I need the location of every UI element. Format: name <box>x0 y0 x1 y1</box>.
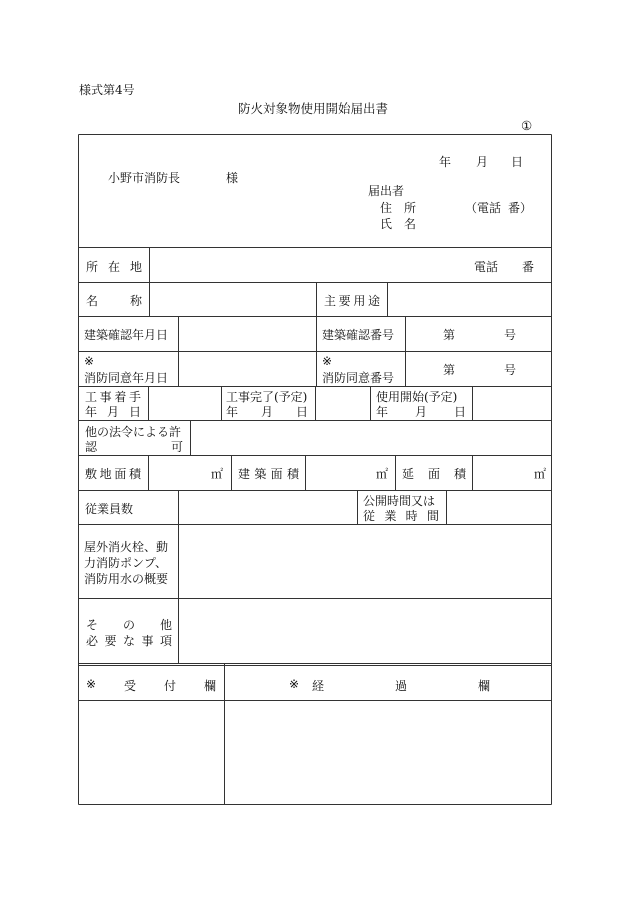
other-law-label-2: 認 可 <box>85 440 183 454</box>
location-phone: 電話 番 <box>474 260 534 274</box>
progress-char-2: 過 <box>395 679 408 693</box>
circle-mark: ① <box>521 118 533 133</box>
hours-label: 公開時間又は <box>363 494 436 508</box>
site-area-label: 敷 地 面 積 <box>85 467 141 481</box>
floor-area-unit: ㎡ <box>534 467 547 481</box>
other-matters-label-2: 必 要 な 事 項 <box>86 634 172 648</box>
addressee-honorific: 様 <box>226 171 239 185</box>
building-confirm-date-label: 建築確認年月日 <box>84 328 169 342</box>
date-month: 月 <box>476 155 489 169</box>
notifier-phone: （電話 番） <box>465 201 532 215</box>
building-confirm-go: 号 <box>504 328 517 342</box>
employees-label: 従業員数 <box>85 502 134 516</box>
construction-complete-label: 工事完了(予定) <box>226 390 308 404</box>
fire-consent-go: 号 <box>504 363 517 377</box>
form-title: 防火対象物使用開始届出書 <box>238 101 389 116</box>
fire-consent-mark-2: ※ <box>322 354 333 368</box>
floor-area-label: 延 面 積 <box>402 467 466 481</box>
outdoor-label-3: 消防用水の概要 <box>84 572 169 586</box>
location-label: 所 在 地 <box>86 260 142 274</box>
name-row-label: 名 称 <box>86 294 142 308</box>
progress-mark: ※ <box>289 677 300 691</box>
fire-consent-date-label: 消防同意年月日 <box>84 371 169 385</box>
fire-consent-dai: 第 <box>443 363 456 377</box>
progress-char-1: 経 <box>312 679 325 693</box>
date-day: 日 <box>511 155 524 169</box>
hours-label-2: 従 業 時 間 <box>363 509 439 523</box>
other-matters-label-1: そ の 他 <box>86 618 172 632</box>
fire-consent-mark: ※ <box>84 354 95 368</box>
address-label: 住 所 <box>380 201 416 215</box>
main-use-label: 主 要 用 途 <box>324 294 380 308</box>
form-number: 様式第4号 <box>79 83 135 97</box>
addressee: 小野市消防長 <box>108 171 181 185</box>
use-start-label: 使用開始(予定) <box>376 390 458 404</box>
fire-consent-number-label: 消防同意番号 <box>322 371 395 385</box>
progress-char-3: 欄 <box>478 679 491 693</box>
date-year: 年 <box>439 155 452 169</box>
reception-column-header: ※ 受 付 欄 <box>86 677 216 693</box>
outdoor-label-1: 屋外消火栓、動 <box>84 540 169 554</box>
building-area-unit: ㎡ <box>376 467 389 481</box>
construction-complete-ymd: 年 月 日 <box>226 405 308 419</box>
notifier-label: 届出者 <box>368 184 405 198</box>
name-label: 氏 名 <box>380 217 416 231</box>
construction-start-ymd: 年 月 日 <box>85 405 141 419</box>
building-confirm-dai: 第 <box>443 328 456 342</box>
building-area-label: 建 築 面 積 <box>238 467 299 481</box>
other-law-label: 他の法令による許 <box>85 425 182 439</box>
site-area-unit: ㎡ <box>211 467 224 481</box>
use-start-ymd: 年 月 日 <box>376 405 466 419</box>
building-confirm-number-label: 建築確認番号 <box>322 328 395 342</box>
construction-start-label: 工 事 着 手 <box>85 390 141 404</box>
outdoor-label-2: 力消防ポンプ、 <box>84 556 168 570</box>
